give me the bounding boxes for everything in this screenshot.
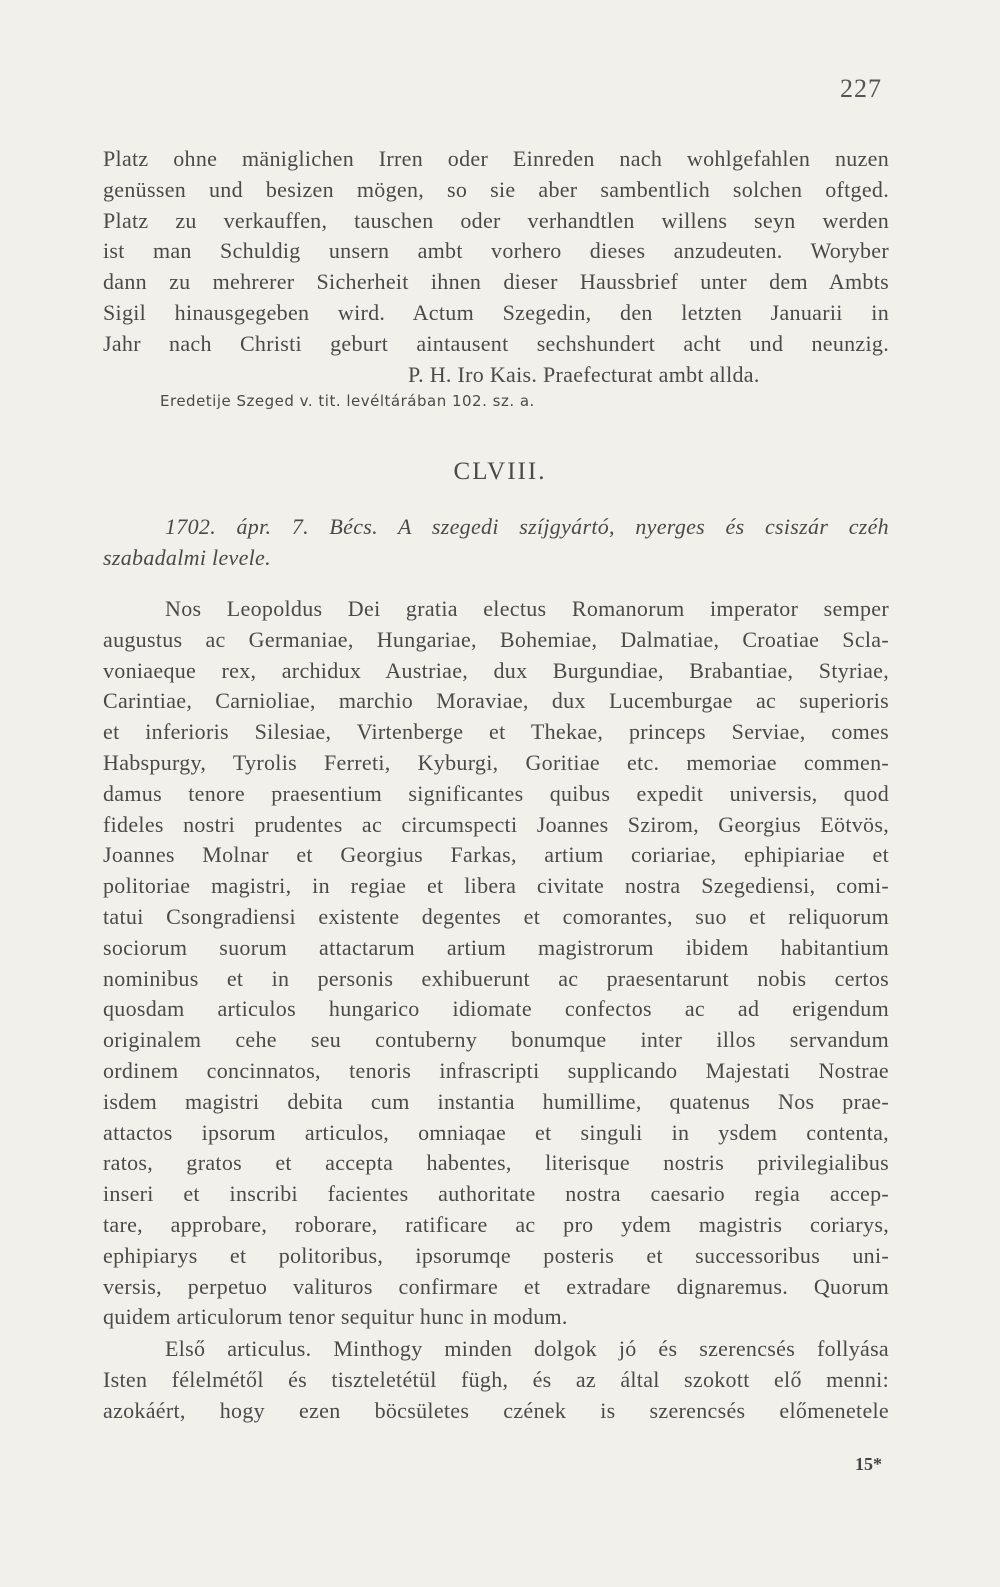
text-line: quosdam articulos hungarico idiomate confectos ac ad erigendum bbox=[103, 996, 889, 1022]
text-line: inseri et inscribi facientes authoritate nostra caesario regia accep- bbox=[103, 1181, 889, 1207]
text-line: originalem cehe seu contuberny bonumque inter illos servandum bbox=[103, 1027, 889, 1053]
text-line: augustus ac Germaniae, Hungariae, Bohemiae, Dalmatiae, Croatiae Scla- bbox=[103, 626, 889, 652]
text-line: versis, perpetuo valituros confirmare et extradare dignaremus. Quorum bbox=[103, 1273, 889, 1299]
text-line: ist man Schuldig unsern ambt vorhero dieses anzudeuten. Woryber bbox=[103, 238, 889, 264]
text-line: damus tenore praesentium significantes quibus expedit universis, quod bbox=[103, 780, 889, 806]
text-line: fideles nostri prudentes ac circumspecti Joannes Szirom, Georgius Eötvös, bbox=[103, 811, 889, 837]
text-line: politoriae magistri, in regiae et libera civitate nostra Szegediensi, comi- bbox=[103, 873, 889, 899]
text-line: Isten félelmétől és tiszteletétül fügh, és az által szokott elő menni: bbox=[103, 1366, 889, 1392]
text-line: voniaeque rex, archidux Austriae, dux Burgundiae, Brabantiae, Styriae, bbox=[103, 657, 889, 683]
text-line: Sigil hinausgegeben wird. Actum Szegedin, den letzten Januarii in bbox=[103, 299, 889, 325]
text-line: ordinem concinnatos, tenoris infrascripti supplicando Majestati Nostrae bbox=[103, 1057, 889, 1083]
text-line: Joannes Molnar et Georgius Farkas, artium coriariae, ephipiariae et bbox=[103, 842, 889, 868]
text-line: Platz ohne mäniglichen Irren oder Einreden nach wohlgefahlen nuzen bbox=[103, 146, 889, 171]
title-line: szabadalmi levele. bbox=[103, 544, 271, 570]
text-line: tare, approbare, roborare, ratificare ac pro ydem magistris coriarys, bbox=[103, 1211, 889, 1237]
signature-line: P. H. Iro Kais. Praefecturat ambt allda. bbox=[408, 361, 760, 387]
text-line: Nos Leopoldus Dei gratia electus Romanorum imperator semper bbox=[165, 596, 889, 621]
text-line: nominibus et in personis exhibuerunt ac praesentarunt nobis certos bbox=[103, 965, 889, 991]
text-line: azokáért, hogy ezen böcsületes czének is szerencsés előmenetele bbox=[103, 1397, 889, 1423]
text-line: Habspurgy, Tyrolis Ferreti, Kyburgi, Goritiae etc. memoriae commen- bbox=[103, 749, 889, 775]
document-heading: CLVIII. bbox=[453, 458, 547, 485]
text-line: genüssen und besizen mögen, so sie aber sambentlich solchen oftged. bbox=[103, 176, 889, 202]
text-line: Első articulus. Minthogy minden dolgok jó és szerencsés follyása bbox=[165, 1336, 889, 1361]
text-line: Carintiae, Carnioliae, marchio Moraviae, dux Lucemburgae ac superioris bbox=[103, 688, 889, 714]
text-line: tatui Csongradiensi existente degentes et comorantes, suo et reliquorum bbox=[103, 903, 889, 929]
text-line: Jahr nach Christi geburt aintausent sechshundert acht und neunzig. bbox=[103, 330, 889, 356]
text-line: isdem magistri debita cum instantia humillime, quatenus Nos prae- bbox=[103, 1088, 889, 1114]
text-line: quidem articulorum tenor sequitur hunc in modum. bbox=[103, 1304, 568, 1330]
document-title bbox=[103, 512, 889, 574]
text-line: sociorum suorum attactarum artium magistrorum ibidem habitantium bbox=[103, 934, 889, 960]
text-line: attactos ipsorum articulos, omniaqae et singuli in ysdem contenta, bbox=[103, 1119, 889, 1145]
signature-mark: 15* bbox=[855, 1454, 882, 1474]
text-line: Platz zu verkauffen, tauschen oder verhandtlen willens seyn werden bbox=[103, 207, 889, 233]
text-line: ratos, gratos et accepta habentes, literisque nostris privilegialibus bbox=[103, 1150, 889, 1176]
text-line: dann zu mehrerer Sicherheit ihnen dieser Haussbrief unter dem Ambts bbox=[103, 269, 889, 295]
paragraph-2 bbox=[103, 1334, 889, 1426]
paragraph-1 bbox=[103, 594, 889, 1333]
title-line: 1702. ápr. 7. Bécs. A szegedi szíjgyártó, nyerges és csiszár czéh bbox=[165, 514, 889, 539]
text-line: ephipiarys et politoribus, ipsorumqe posteris et successoribus uni- bbox=[103, 1242, 889, 1268]
text-line: et inferioris Silesiae, Virtenberge et Thekae, princeps Serviae, comes bbox=[103, 719, 889, 745]
page-number: 227 bbox=[840, 74, 882, 103]
source-note: Eredetije Szeged v. tit. levéltárában 102. sz. a. bbox=[160, 392, 535, 410]
first-block bbox=[103, 144, 889, 390]
